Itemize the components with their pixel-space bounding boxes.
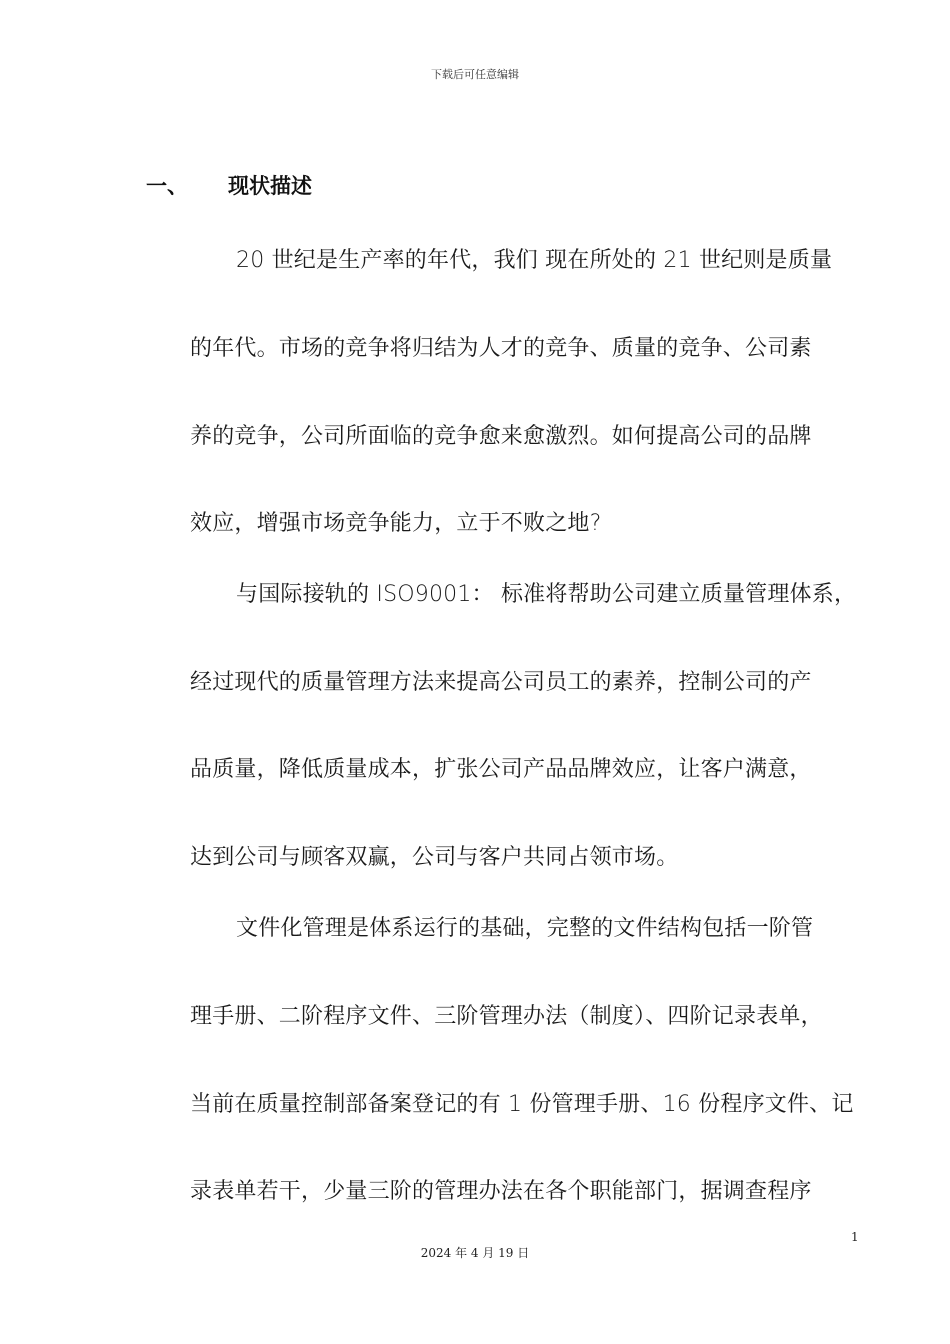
section-heading bbox=[146, 170, 312, 200]
paragraph-line: 文件化管理是体系运行的基础，完整的文件结构包括一阶管 bbox=[236, 916, 814, 941]
paragraph-line: 录表单若干，少量三阶的管理办法在各个职能部门，据调查程序 bbox=[190, 1179, 812, 1204]
paragraph-line: 20 世纪是生产率的年代，我们 现在所处的 21 世纪则是质量 bbox=[236, 248, 833, 273]
paragraph-line: 理手册、二阶程序文件、三阶管理办法（制度）、四阶记录表单， bbox=[190, 1004, 823, 1029]
paragraph-line: 的年代。市场的竞争将归结为人才的竞争、质量的竞争、公司素 bbox=[190, 336, 812, 361]
paragraph-line: 品质量，降低质量成本，扩张公司产品品牌效应，让客户满意， bbox=[190, 757, 812, 782]
paragraph-line: 当前在质量控制部备案登记的有 1 份管理手册、16 份程序文件、记 bbox=[190, 1092, 854, 1117]
section-title: 现状描述 bbox=[228, 174, 312, 198]
page-footer-date: 2024 年 4 月 19 日 bbox=[420, 1246, 530, 1260]
paragraph-line: 达到公司与顾客双赢，公司与客户共同占领市场。 bbox=[190, 845, 679, 870]
page-header: 下载后可任意编辑 bbox=[431, 68, 519, 81]
paragraph-line: 与国际接轨的 ISO9001： 标准将帮助公司建立质量管理体系， bbox=[236, 582, 857, 607]
paragraph-line: 经过现代的质量管理方法来提高公司员工的素养，控制公司的产 bbox=[190, 670, 812, 695]
paragraph-line: 效应，增强市场竞争能力，立于不败之地? bbox=[190, 511, 602, 536]
page-number: 1 bbox=[851, 1230, 859, 1244]
paragraph-line: 养的竞争，公司所面临的竞争愈来愈激烈。如何提高公司的品牌 bbox=[190, 424, 812, 449]
section-number: 一、 bbox=[146, 174, 188, 198]
